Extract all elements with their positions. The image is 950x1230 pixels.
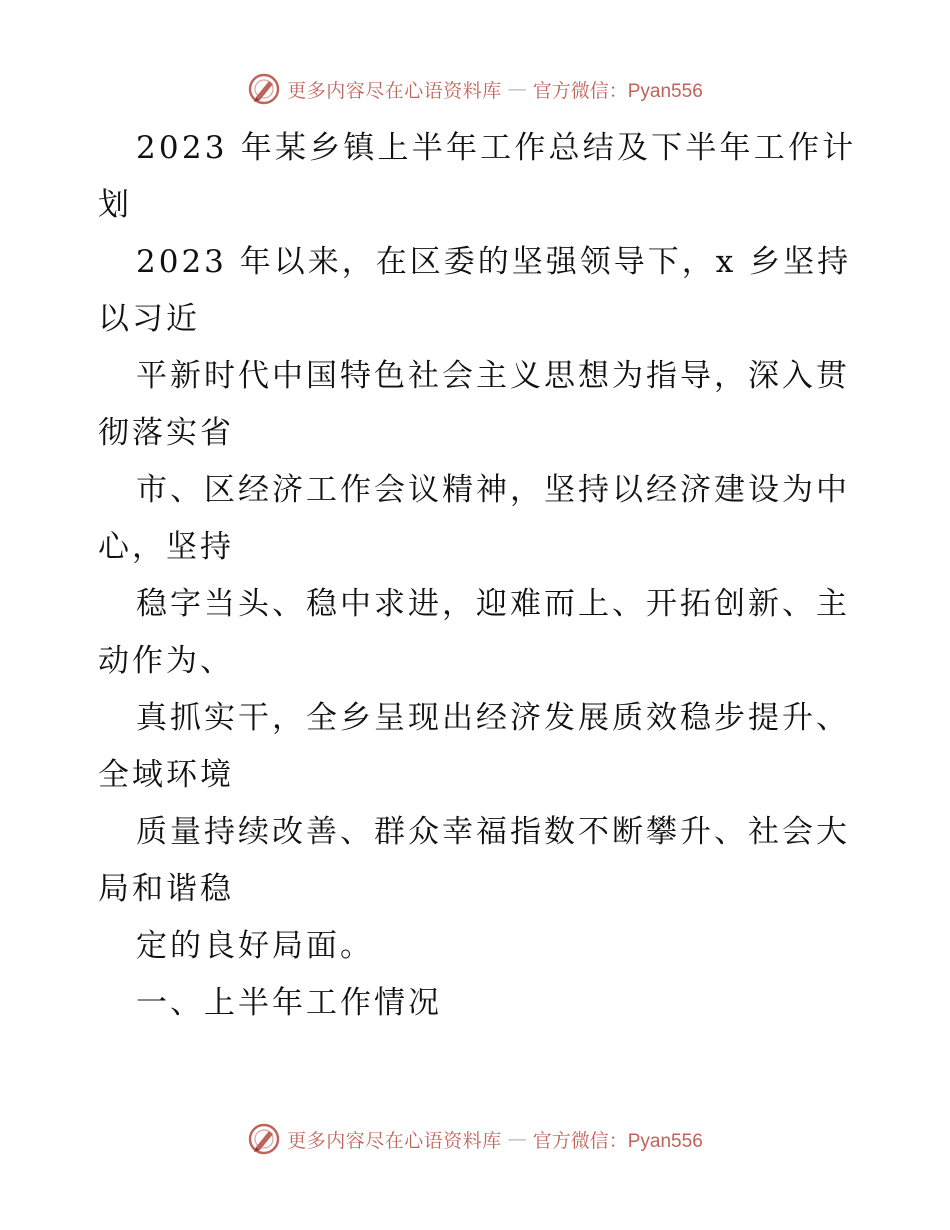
header-watermark bbox=[0, 72, 950, 106]
body-text-line: 局和谐稳 bbox=[98, 871, 234, 907]
watermark-account: 官方微信：Pyan556 bbox=[532, 80, 703, 102]
body-text-line: 全域环境 bbox=[98, 757, 234, 793]
body-text-line: 真抓实干，全乡呈现出经济发展质效稳步提升、 bbox=[136, 700, 850, 736]
body-text-line: 2023 年以来，在区委的坚强领导下，x 乡坚持 bbox=[136, 244, 852, 280]
body-text-line: 心，坚持 bbox=[98, 529, 234, 565]
watermark-text: 更多内容尽在心语资料库 bbox=[287, 79, 502, 102]
document-title-line: 2023 年某乡镇上半年工作总结及下半年工作计 bbox=[136, 130, 857, 166]
body-text-line: 一、上半年工作情况 bbox=[136, 985, 442, 1021]
watermark-text: 更多内容尽在心语资料库 bbox=[287, 1129, 502, 1152]
body-text-line: 彻落实省 bbox=[98, 415, 234, 451]
body-text-line: 定的良好局面。 bbox=[136, 928, 374, 964]
body-text-line: 市、区经济工作会议精神，坚持以经济建设为中 bbox=[136, 472, 850, 508]
body-text-line: 动作为、 bbox=[98, 643, 234, 679]
body-text-line: 平新时代中国特色社会主义思想为指导，深入贯 bbox=[136, 358, 850, 394]
document-body bbox=[98, 120, 858, 1032]
body-text-line: 质量持续改善、群众幸福指数不断攀升、社会大 bbox=[136, 814, 850, 850]
pen-logo-icon bbox=[247, 72, 281, 106]
watermark-separator: — bbox=[507, 1128, 527, 1150]
body-text-line: 以习近 bbox=[98, 301, 200, 337]
watermark-separator: — bbox=[507, 78, 527, 100]
pen-logo-icon bbox=[247, 1122, 281, 1156]
footer-watermark bbox=[0, 1122, 950, 1156]
body-text-line: 稳字当头、稳中求进，迎难而上、开拓创新、主 bbox=[136, 586, 850, 622]
body-text-line: 划 bbox=[98, 187, 132, 223]
watermark-account: 官方微信：Pyan556 bbox=[532, 1130, 703, 1152]
